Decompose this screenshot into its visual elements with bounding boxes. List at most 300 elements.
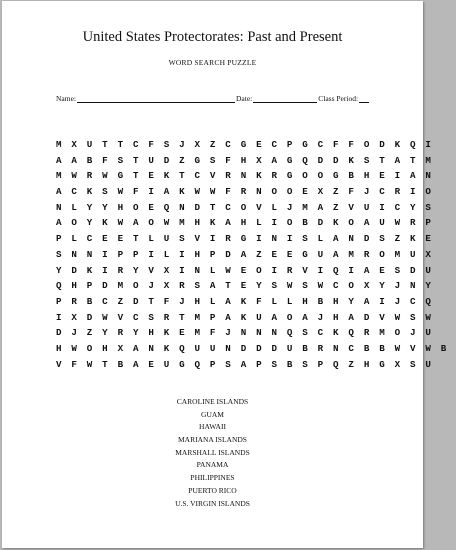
- grid-letter[interactable]: F: [71, 358, 77, 370]
- grid-letter[interactable]: B: [302, 217, 308, 229]
- grid-letter[interactable]: I: [394, 170, 401, 182]
- grid-letter[interactable]: L: [71, 233, 77, 245]
- grid-letter[interactable]: W: [117, 186, 124, 198]
- grid-letter[interactable]: L: [271, 295, 277, 307]
- grid-letter[interactable]: Y: [86, 217, 93, 229]
- grid-letter[interactable]: V: [117, 311, 124, 323]
- grid-letter[interactable]: L: [148, 233, 154, 245]
- grid-letter[interactable]: V: [148, 264, 154, 276]
- grid-letter[interactable]: Q: [56, 280, 62, 292]
- grid-letter[interactable]: S: [117, 154, 124, 166]
- grid-letter[interactable]: G: [333, 170, 339, 182]
- grid-letter[interactable]: O: [256, 264, 262, 276]
- grid-letter[interactable]: I: [148, 248, 154, 260]
- grid-letter[interactable]: O: [348, 280, 354, 292]
- grid-letter[interactable]: P: [317, 358, 324, 370]
- grid-letter[interactable]: D: [333, 154, 339, 166]
- grid-letter[interactable]: R: [394, 186, 401, 198]
- grid-letter[interactable]: A: [271, 154, 277, 166]
- grid-letter[interactable]: I: [209, 233, 216, 245]
- grid-letter[interactable]: D: [271, 342, 277, 354]
- grid-letter[interactable]: D: [86, 311, 93, 323]
- grid-letter[interactable]: S: [56, 248, 62, 260]
- grid-letter[interactable]: U: [317, 248, 324, 260]
- grid-letter[interactable]: W: [102, 170, 108, 182]
- grid-letter[interactable]: I: [379, 201, 385, 213]
- grid-letter[interactable]: A: [333, 248, 339, 260]
- grid-letter[interactable]: Z: [179, 154, 185, 166]
- grid-letter[interactable]: T: [179, 170, 185, 182]
- grid-letter[interactable]: A: [225, 217, 231, 229]
- grid-letter[interactable]: E: [256, 139, 262, 150]
- grid-letter[interactable]: E: [148, 201, 154, 213]
- grid-letter[interactable]: S: [409, 358, 416, 370]
- grid-letter[interactable]: B: [440, 342, 447, 354]
- grid-letter[interactable]: C: [379, 186, 385, 198]
- grid-letter[interactable]: I: [179, 248, 185, 260]
- grid-letter[interactable]: L: [71, 201, 77, 213]
- grid-letter[interactable]: Z: [209, 139, 216, 150]
- grid-letter[interactable]: Y: [56, 264, 62, 276]
- grid-letter[interactable]: E: [179, 327, 185, 339]
- grid-letter[interactable]: L: [271, 201, 277, 213]
- grid-letter[interactable]: L: [209, 295, 216, 307]
- grid-letter[interactable]: W: [425, 311, 431, 323]
- grid-letter[interactable]: C: [132, 139, 139, 150]
- grid-letter[interactable]: W: [425, 342, 431, 354]
- grid-letter[interactable]: T: [209, 201, 216, 213]
- grid-letter[interactable]: T: [409, 154, 416, 166]
- grid-letter[interactable]: S: [302, 358, 308, 370]
- grid-letter[interactable]: K: [179, 186, 185, 198]
- grid-letter[interactable]: D: [317, 154, 324, 166]
- grid-letter[interactable]: G: [286, 154, 293, 166]
- grid-letter[interactable]: G: [240, 233, 247, 245]
- grid-letter[interactable]: Q: [179, 342, 185, 354]
- grid-letter[interactable]: J: [179, 295, 185, 307]
- grid-letter[interactable]: U: [363, 201, 370, 213]
- grid-letter[interactable]: I: [256, 233, 262, 245]
- grid-letter[interactable]: X: [117, 342, 124, 354]
- grid-letter[interactable]: B: [348, 170, 354, 182]
- grid-letter[interactable]: A: [132, 358, 139, 370]
- grid-letter[interactable]: E: [286, 248, 293, 260]
- grid-letter[interactable]: N: [271, 233, 277, 245]
- grid-letter[interactable]: C: [317, 139, 324, 150]
- grid-letter[interactable]: N: [225, 342, 231, 354]
- grid-letter[interactable]: V: [209, 170, 216, 182]
- grid-letter[interactable]: Z: [256, 248, 262, 260]
- grid-letter[interactable]: J: [179, 139, 185, 150]
- grid-letter[interactable]: H: [363, 170, 370, 182]
- grid-letter[interactable]: M: [117, 280, 124, 292]
- grid-letter[interactable]: X: [163, 264, 170, 276]
- grid-letter[interactable]: Y: [409, 201, 416, 213]
- grid-letter[interactable]: E: [425, 233, 431, 245]
- grid-letter[interactable]: X: [71, 311, 77, 323]
- grid-letter[interactable]: T: [225, 280, 231, 292]
- grid-letter[interactable]: V: [302, 264, 308, 276]
- grid-letter[interactable]: N: [271, 327, 277, 339]
- grid-letter[interactable]: Y: [132, 264, 139, 276]
- grid-letter[interactable]: G: [302, 139, 308, 150]
- grid-letter[interactable]: O: [86, 342, 93, 354]
- grid-letter[interactable]: Q: [194, 358, 201, 370]
- grid-letter[interactable]: C: [271, 139, 277, 150]
- grid-letter[interactable]: G: [379, 358, 385, 370]
- grid-letter[interactable]: O: [71, 217, 77, 229]
- grid-letter[interactable]: U: [425, 327, 431, 339]
- grid-letter[interactable]: V: [379, 311, 385, 323]
- grid-letter[interactable]: K: [86, 186, 93, 198]
- grid-letter[interactable]: D: [163, 154, 170, 166]
- grid-letter[interactable]: P: [256, 358, 262, 370]
- grid-letter[interactable]: H: [363, 358, 370, 370]
- grid-letter[interactable]: M: [194, 327, 201, 339]
- grid-letter[interactable]: I: [317, 264, 324, 276]
- grid-letter[interactable]: Y: [102, 201, 108, 213]
- grid-letter[interactable]: M: [348, 248, 354, 260]
- grid-letter[interactable]: K: [333, 327, 339, 339]
- grid-letter[interactable]: R: [317, 342, 324, 354]
- grid-letter[interactable]: V: [256, 201, 262, 213]
- grid-letter[interactable]: W: [394, 342, 401, 354]
- grid-letter[interactable]: J: [394, 280, 401, 292]
- grid-letter[interactable]: R: [409, 217, 416, 229]
- grid-letter[interactable]: G: [194, 154, 201, 166]
- grid-letter[interactable]: P: [209, 248, 216, 260]
- grid-letter[interactable]: N: [179, 201, 185, 213]
- grid-letter[interactable]: F: [102, 154, 108, 166]
- grid-letter[interactable]: C: [194, 170, 201, 182]
- grid-letter[interactable]: U: [379, 217, 385, 229]
- grid-letter[interactable]: S: [379, 233, 385, 245]
- grid-letter[interactable]: A: [240, 248, 247, 260]
- grid-letter[interactable]: A: [240, 358, 247, 370]
- grid-letter[interactable]: D: [56, 327, 62, 339]
- grid-letter[interactable]: P: [56, 233, 62, 245]
- grid-letter[interactable]: W: [86, 358, 93, 370]
- grid-letter[interactable]: J: [286, 201, 293, 213]
- grid-letter[interactable]: Q: [348, 327, 354, 339]
- grid-letter[interactable]: M: [425, 154, 431, 166]
- grid-letter[interactable]: T: [132, 154, 139, 166]
- grid-letter[interactable]: N: [256, 186, 262, 198]
- grid-letter[interactable]: Q: [163, 201, 170, 213]
- grid-letter[interactable]: E: [148, 170, 154, 182]
- grid-letter[interactable]: U: [163, 233, 170, 245]
- grid-letter[interactable]: H: [194, 248, 201, 260]
- grid-letter[interactable]: R: [179, 280, 185, 292]
- grid-letter[interactable]: K: [209, 217, 216, 229]
- grid-letter[interactable]: B: [302, 342, 308, 354]
- grid-letter[interactable]: H: [102, 342, 108, 354]
- grid-letter[interactable]: N: [409, 280, 416, 292]
- grid-letter[interactable]: O: [271, 186, 277, 198]
- grid-letter[interactable]: W: [286, 280, 293, 292]
- date-blank[interactable]: [253, 94, 317, 103]
- grid-letter[interactable]: I: [102, 264, 108, 276]
- grid-letter[interactable]: I: [379, 295, 385, 307]
- grid-letter[interactable]: F: [209, 327, 216, 339]
- grid-letter[interactable]: D: [256, 342, 262, 354]
- grid-letter[interactable]: H: [71, 280, 77, 292]
- grid-letter[interactable]: K: [409, 233, 416, 245]
- grid-letter[interactable]: L: [163, 248, 170, 260]
- grid-letter[interactable]: F: [348, 186, 354, 198]
- grid-letter[interactable]: A: [409, 170, 416, 182]
- grid-letter[interactable]: W: [209, 186, 216, 198]
- grid-letter[interactable]: R: [240, 186, 247, 198]
- grid-letter[interactable]: Y: [425, 280, 431, 292]
- grid-letter[interactable]: O: [425, 186, 431, 198]
- grid-letter[interactable]: H: [333, 311, 339, 323]
- grid-letter[interactable]: N: [240, 170, 247, 182]
- grid-letter[interactable]: X: [256, 154, 262, 166]
- grid-letter[interactable]: T: [132, 170, 139, 182]
- grid-letter[interactable]: J: [148, 280, 154, 292]
- grid-letter[interactable]: O: [317, 170, 324, 182]
- grid-letter[interactable]: A: [333, 233, 339, 245]
- grid-letter[interactable]: W: [317, 280, 324, 292]
- grid-letter[interactable]: S: [302, 233, 308, 245]
- grid-letter[interactable]: J: [225, 327, 231, 339]
- grid-letter[interactable]: S: [363, 154, 370, 166]
- grid-letter[interactable]: S: [409, 311, 416, 323]
- grid-letter[interactable]: I: [56, 311, 62, 323]
- grid-letter[interactable]: M: [394, 248, 401, 260]
- grid-letter[interactable]: U: [148, 154, 154, 166]
- grid-letter[interactable]: Z: [86, 327, 93, 339]
- grid-letter[interactable]: Z: [394, 233, 401, 245]
- grid-letter[interactable]: N: [71, 248, 77, 260]
- grid-letter[interactable]: A: [209, 280, 216, 292]
- grid-letter[interactable]: D: [71, 264, 77, 276]
- grid-letter[interactable]: Q: [333, 358, 339, 370]
- grid-letter[interactable]: Z: [333, 186, 339, 198]
- grid-letter[interactable]: G: [179, 358, 185, 370]
- grid-letter[interactable]: O: [286, 217, 293, 229]
- grid-letter[interactable]: O: [240, 201, 247, 213]
- grid-letter[interactable]: O: [286, 186, 293, 198]
- grid-letter[interactable]: S: [225, 358, 231, 370]
- grid-letter[interactable]: A: [363, 217, 370, 229]
- grid-letter[interactable]: E: [379, 170, 385, 182]
- grid-letter[interactable]: K: [333, 217, 339, 229]
- grid-letter[interactable]: U: [86, 139, 93, 150]
- grid-letter[interactable]: F: [148, 139, 154, 150]
- grid-letter[interactable]: C: [86, 233, 93, 245]
- grid-letter[interactable]: E: [148, 358, 154, 370]
- grid-letter[interactable]: A: [56, 154, 62, 166]
- grid-letter[interactable]: R: [225, 170, 231, 182]
- grid-letter[interactable]: W: [102, 311, 108, 323]
- grid-letter[interactable]: W: [163, 217, 170, 229]
- grid-letter[interactable]: C: [409, 295, 416, 307]
- grid-letter[interactable]: A: [363, 264, 370, 276]
- grid-letter[interactable]: K: [394, 139, 401, 150]
- grid-letter[interactable]: R: [71, 295, 77, 307]
- grid-letter[interactable]: Y: [102, 327, 108, 339]
- grid-letter[interactable]: D: [317, 217, 324, 229]
- grid-letter[interactable]: X: [317, 186, 324, 198]
- grid-letter[interactable]: A: [56, 186, 62, 198]
- grid-letter[interactable]: O: [363, 139, 370, 150]
- grid-letter[interactable]: K: [240, 295, 247, 307]
- grid-letter[interactable]: B: [317, 295, 324, 307]
- grid-letter[interactable]: Y: [348, 295, 354, 307]
- grid-letter[interactable]: A: [317, 201, 324, 213]
- grid-letter[interactable]: Y: [256, 280, 262, 292]
- grid-letter[interactable]: K: [163, 327, 170, 339]
- grid-letter[interactable]: T: [132, 233, 139, 245]
- grid-letter[interactable]: Z: [117, 295, 124, 307]
- grid-letter[interactable]: E: [240, 264, 247, 276]
- grid-letter[interactable]: D: [132, 295, 139, 307]
- grid-letter[interactable]: L: [256, 217, 262, 229]
- class-period-blank[interactable]: [359, 94, 369, 103]
- grid-letter[interactable]: B: [117, 358, 124, 370]
- grid-letter[interactable]: S: [425, 201, 431, 213]
- grid-letter[interactable]: W: [117, 217, 124, 229]
- grid-letter[interactable]: A: [363, 295, 370, 307]
- grid-letter[interactable]: W: [394, 311, 401, 323]
- grid-letter[interactable]: C: [102, 295, 108, 307]
- grid-letter[interactable]: J: [394, 295, 401, 307]
- grid-letter[interactable]: S: [302, 327, 308, 339]
- grid-letter[interactable]: R: [117, 264, 124, 276]
- grid-letter[interactable]: S: [148, 311, 154, 323]
- grid-letter[interactable]: J: [363, 186, 370, 198]
- grid-letter[interactable]: A: [71, 154, 77, 166]
- grid-letter[interactable]: L: [209, 264, 216, 276]
- grid-letter[interactable]: X: [71, 139, 77, 150]
- grid-letter[interactable]: W: [194, 186, 201, 198]
- grid-letter[interactable]: N: [425, 170, 431, 182]
- grid-letter[interactable]: Q: [286, 327, 293, 339]
- grid-letter[interactable]: E: [117, 233, 124, 245]
- grid-letter[interactable]: Q: [333, 264, 339, 276]
- grid-letter[interactable]: P: [286, 139, 293, 150]
- grid-letter[interactable]: A: [348, 311, 354, 323]
- grid-letter[interactable]: C: [225, 201, 231, 213]
- grid-letter[interactable]: H: [240, 154, 247, 166]
- grid-letter[interactable]: N: [240, 327, 247, 339]
- grid-letter[interactable]: F: [225, 186, 231, 198]
- grid-letter[interactable]: H: [333, 295, 339, 307]
- grid-letter[interactable]: T: [179, 311, 185, 323]
- grid-letter[interactable]: Q: [425, 295, 431, 307]
- grid-letter[interactable]: E: [302, 186, 308, 198]
- grid-letter[interactable]: I: [271, 264, 277, 276]
- grid-letter[interactable]: J: [409, 327, 416, 339]
- grid-letter[interactable]: P: [56, 295, 62, 307]
- grid-letter[interactable]: Y: [379, 280, 385, 292]
- grid-letter[interactable]: M: [302, 201, 308, 213]
- grid-letter[interactable]: I: [348, 264, 354, 276]
- grid-letter[interactable]: J: [71, 327, 77, 339]
- grid-letter[interactable]: U: [194, 342, 201, 354]
- grid-letter[interactable]: P: [425, 217, 431, 229]
- grid-letter[interactable]: E: [240, 280, 247, 292]
- grid-letter[interactable]: F: [163, 295, 170, 307]
- grid-letter[interactable]: L: [317, 233, 324, 245]
- name-blank[interactable]: [77, 94, 235, 103]
- grid-letter[interactable]: N: [348, 233, 354, 245]
- grid-letter[interactable]: C: [317, 327, 324, 339]
- grid-letter[interactable]: S: [271, 280, 277, 292]
- grid-letter[interactable]: U: [286, 342, 293, 354]
- grid-letter[interactable]: F: [348, 139, 354, 150]
- grid-letter[interactable]: S: [179, 233, 185, 245]
- grid-letter[interactable]: M: [379, 327, 385, 339]
- grid-letter[interactable]: C: [333, 280, 339, 292]
- grid-letter[interactable]: N: [256, 327, 262, 339]
- grid-letter[interactable]: W: [71, 342, 77, 354]
- grid-letter[interactable]: B: [86, 154, 93, 166]
- grid-letter[interactable]: D: [194, 201, 201, 213]
- grid-letter[interactable]: D: [225, 248, 231, 260]
- grid-letter[interactable]: S: [394, 264, 401, 276]
- grid-letter[interactable]: A: [225, 295, 231, 307]
- grid-letter[interactable]: O: [132, 280, 139, 292]
- grid-letter[interactable]: D: [409, 264, 416, 276]
- grid-letter[interactable]: S: [271, 358, 277, 370]
- grid-letter[interactable]: A: [132, 342, 139, 354]
- grid-letter[interactable]: P: [209, 358, 216, 370]
- grid-letter[interactable]: M: [179, 217, 185, 229]
- grid-letter[interactable]: D: [363, 311, 370, 323]
- grid-letter[interactable]: F: [132, 186, 139, 198]
- grid-letter[interactable]: K: [86, 264, 93, 276]
- grid-letter[interactable]: U: [425, 358, 431, 370]
- grid-letter[interactable]: P: [86, 280, 93, 292]
- grid-letter[interactable]: V: [194, 233, 201, 245]
- grid-letter[interactable]: S: [302, 280, 308, 292]
- grid-letter[interactable]: W: [225, 264, 231, 276]
- grid-letter[interactable]: L: [286, 295, 293, 307]
- grid-letter[interactable]: C: [132, 311, 139, 323]
- grid-letter[interactable]: E: [379, 264, 385, 276]
- grid-letter[interactable]: J: [317, 311, 324, 323]
- grid-letter[interactable]: Q: [409, 139, 416, 150]
- grid-letter[interactable]: N: [333, 342, 339, 354]
- grid-letter[interactable]: O: [302, 170, 308, 182]
- grid-letter[interactable]: U: [425, 264, 431, 276]
- grid-letter[interactable]: M: [56, 170, 62, 182]
- grid-letter[interactable]: A: [132, 217, 139, 229]
- grid-letter[interactable]: P: [132, 248, 139, 260]
- grid-letter[interactable]: D: [363, 233, 370, 245]
- grid-letter[interactable]: F: [256, 295, 262, 307]
- grid-letter[interactable]: B: [379, 342, 385, 354]
- grid-letter[interactable]: K: [163, 170, 170, 182]
- grid-letter[interactable]: R: [363, 248, 370, 260]
- grid-letter[interactable]: K: [102, 217, 108, 229]
- grid-letter[interactable]: T: [148, 295, 154, 307]
- grid-letter[interactable]: D: [379, 139, 385, 150]
- grid-letter[interactable]: V: [348, 201, 354, 213]
- grid-letter[interactable]: H: [194, 217, 201, 229]
- grid-letter[interactable]: R: [117, 327, 124, 339]
- grid-letter[interactable]: C: [71, 186, 77, 198]
- grid-letter[interactable]: S: [209, 154, 216, 166]
- grid-letter[interactable]: N: [56, 201, 62, 213]
- grid-letter[interactable]: X: [363, 280, 370, 292]
- grid-letter[interactable]: A: [271, 311, 277, 323]
- grid-letter[interactable]: B: [363, 342, 370, 354]
- grid-letter[interactable]: O: [348, 217, 354, 229]
